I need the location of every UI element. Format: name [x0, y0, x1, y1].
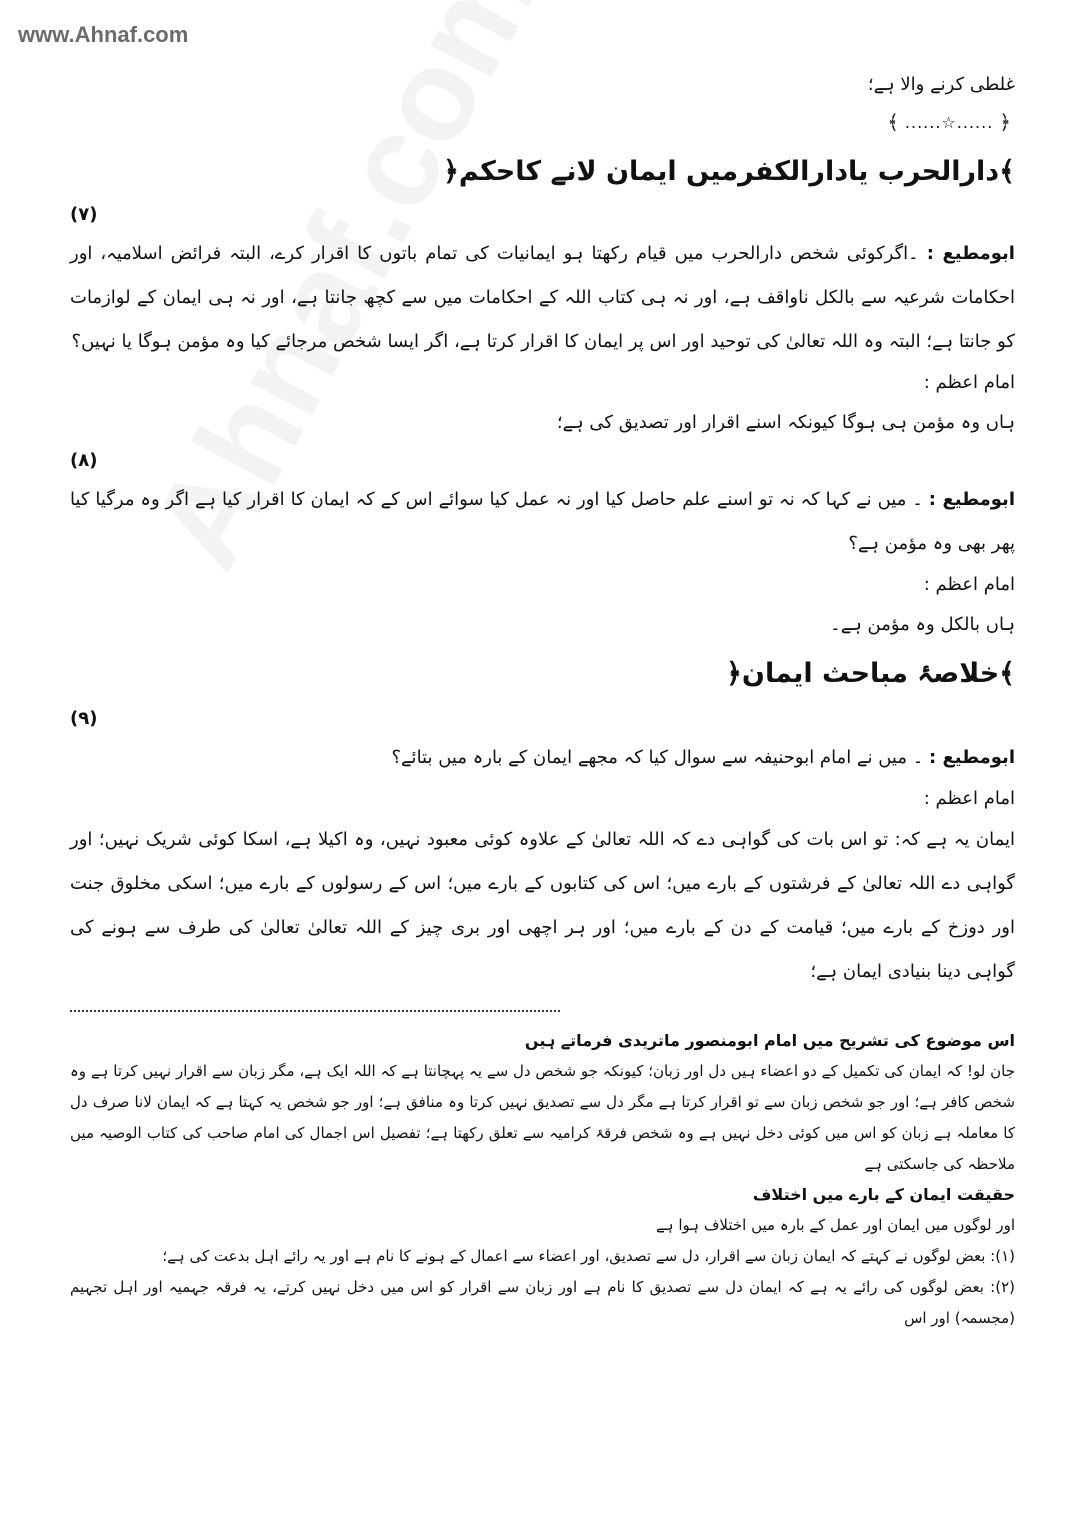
answer-speaker-8: امام اعظم : — [923, 574, 1015, 595]
question-9 — [70, 736, 1015, 780]
section-title-iman-summary: ﴾خلاصۂ مباحث ایمان﴿ — [726, 658, 1015, 689]
answer-speaker-9: امام اعظم : — [923, 788, 1015, 809]
note-heading-ikhtilaf: حقیقت ایمان کے بارے میں اختلاف — [752, 1185, 1015, 1204]
ornament-right: ﴾ — [887, 110, 899, 134]
answer-8: ہاں بالکل وہ مؤمن ہے۔ — [830, 614, 1015, 635]
note-item-2: (۲): بعض لوگوں کی رائے یہ ہے کہ ایمان دل سے تصدیق کا نام ہے اور زبان سے اقرار کو اس میں دخل نہیں کرتے، یہ فرقہ جہمیہ اور اہل تجہیم (مجسمہ) اور اس — [70, 1278, 1015, 1327]
document-page — [70, 70, 1015, 1334]
speaker-label: ابومطیع : — [928, 489, 1015, 510]
answer-7: ہاں وہ مؤمن ہی ہوگا کیونکہ اسنے اقرار اور تصدیق کی ہے؛ — [556, 412, 1015, 433]
top-line: غلطی کرنے والا ہے؛ — [867, 74, 1015, 95]
speaker-label: ابومطیع : — [926, 243, 1015, 264]
ornament-divider — [70, 100, 1011, 144]
question-number-8: (۸) — [70, 450, 98, 471]
note-heading-maturidi: اس موضوع کی تشریح میں امام ابومنصور ماتریدی فرماتے ہیں — [524, 1031, 1015, 1050]
question-8 — [70, 478, 1015, 566]
question-text: ۔ میں نے امام ابوحنیفہ سے سوال کیا کہ مجھے ایمان کے بارہ میں بتائے؟ — [391, 747, 924, 768]
site-url[interactable]: www.Ahnaf.com — [18, 22, 189, 47]
note-item-1: (۱): بعض لوگوں نے کہتے کہ ایمان زبان سے اقرار، دل سے تصدیق، اور اعضاء سے اعمال کے ہونے کا نام ہے اور یہ رائے اہل بدعت کی ہے؛ — [162, 1247, 1015, 1265]
question-number-9: (۹) — [70, 708, 98, 729]
footnote-divider — [70, 1010, 560, 1012]
answer-9: ایمان یہ ہے کہ: تو اس بات کی گواہی دے کہ اللہ تعالیٰ کے علاوہ کوئی معبود نہیں، وہ اکیلا ہے، اسکا کوئی شریک نہیں؛ اور گواہی دے اللہ تعالیٰ کے فرشتوں کے بارے میں؛ اس کی کتابوں کے بارے میں؛ اس کے رسولوں کے بارے میں؛ اسکی مخلوق جنت اور دوزخ کے بارے میں؛ قیامت کے دن کے بارے میں؛ اور ہر اچھی اور بری چیز کے اللہ تعالیٰ تعالیٰ کی طرف سے ہونے کی گواہی دینا بنیادی ایمان ہے؛ — [70, 829, 1015, 982]
note-paragraph-2: اور لوگوں میں ایمان اور عمل کے بارہ میں اختلاف ہوا ہے — [656, 1216, 1015, 1234]
speaker-label: ابومطیع : — [928, 747, 1015, 768]
question-number-7: (۷) — [70, 204, 98, 225]
question-7 — [70, 232, 1015, 364]
question-text: ۔ میں نے کہا کہ نہ تو اسنے علم حاصل کیا اور نہ عمل کیا سوائے اس کے کہ ایمان کا اقرار کیا ہے اگر وہ مرگیا کیا پھر بھی وہ مؤمن ہے؟ — [70, 489, 1015, 554]
ornament-left: ﴿ — [999, 110, 1011, 134]
section-title-dar-al-harb: ﴾دارالحرب یادارالکفرمیں ایمان لانے کاحکم﴿ — [443, 156, 1015, 187]
note-paragraph-1: جان لو! کہ ایمان کی تکمیل کے دو اعضاء ہیں دل اور زبان؛ کیونکہ جو شخص دل سے یہ پہچانتا ہے کہ اللہ ایک ہے، مگر زبان سے اقرار نہیں کرتا ہے وہ شخص کافر ہے؛ اور جو شخص زبان سے تو اقرار کرتا ہے مگر دل سے تصدیق نہیں کرتا وہ منافق ہے؛ اور جو شخص یہ کہتا ہے کہ ایمان لانا صرف دل کا معاملہ ہے زبان کو اس میں کوئی دخل نہیں ہے وہ شخص فرقۂ کرامیہ سے تعلق رکھتا ہے؛ تفصیل اس اجمال کی امام صاحب کی کتاب الوصیہ میں ملاحظہ کی جاسکتی ہے — [70, 1062, 1015, 1173]
answer-speaker-7: امام اعظم : — [923, 372, 1015, 393]
question-text: ۔اگرکوئی شخص دارالحرب میں قیام رکھتا ہو ایمانیات کی تمام باتوں کا اقرار کرے، البتہ فرائض اسلامیہ، اور احکامات شرعیہ سے بالکل ناواقف ہے، اور نہ ہی کتاب اللہ کے احکامات میں سے کچھ جانتا ہے، اور نہ ہی ایمان کے لوازمات کو جانتا ہے؛ البتہ وہ اللہ تعالیٰ کی توحید اور اس پر ایمان کا اقرار کرتا ہے، اگر ایسا شخص مرجائے کیا وہ مؤمن ہوگا یا نہیں؟ — [70, 243, 1015, 352]
ornament-star-icon: ......☆...... — [904, 112, 994, 132]
